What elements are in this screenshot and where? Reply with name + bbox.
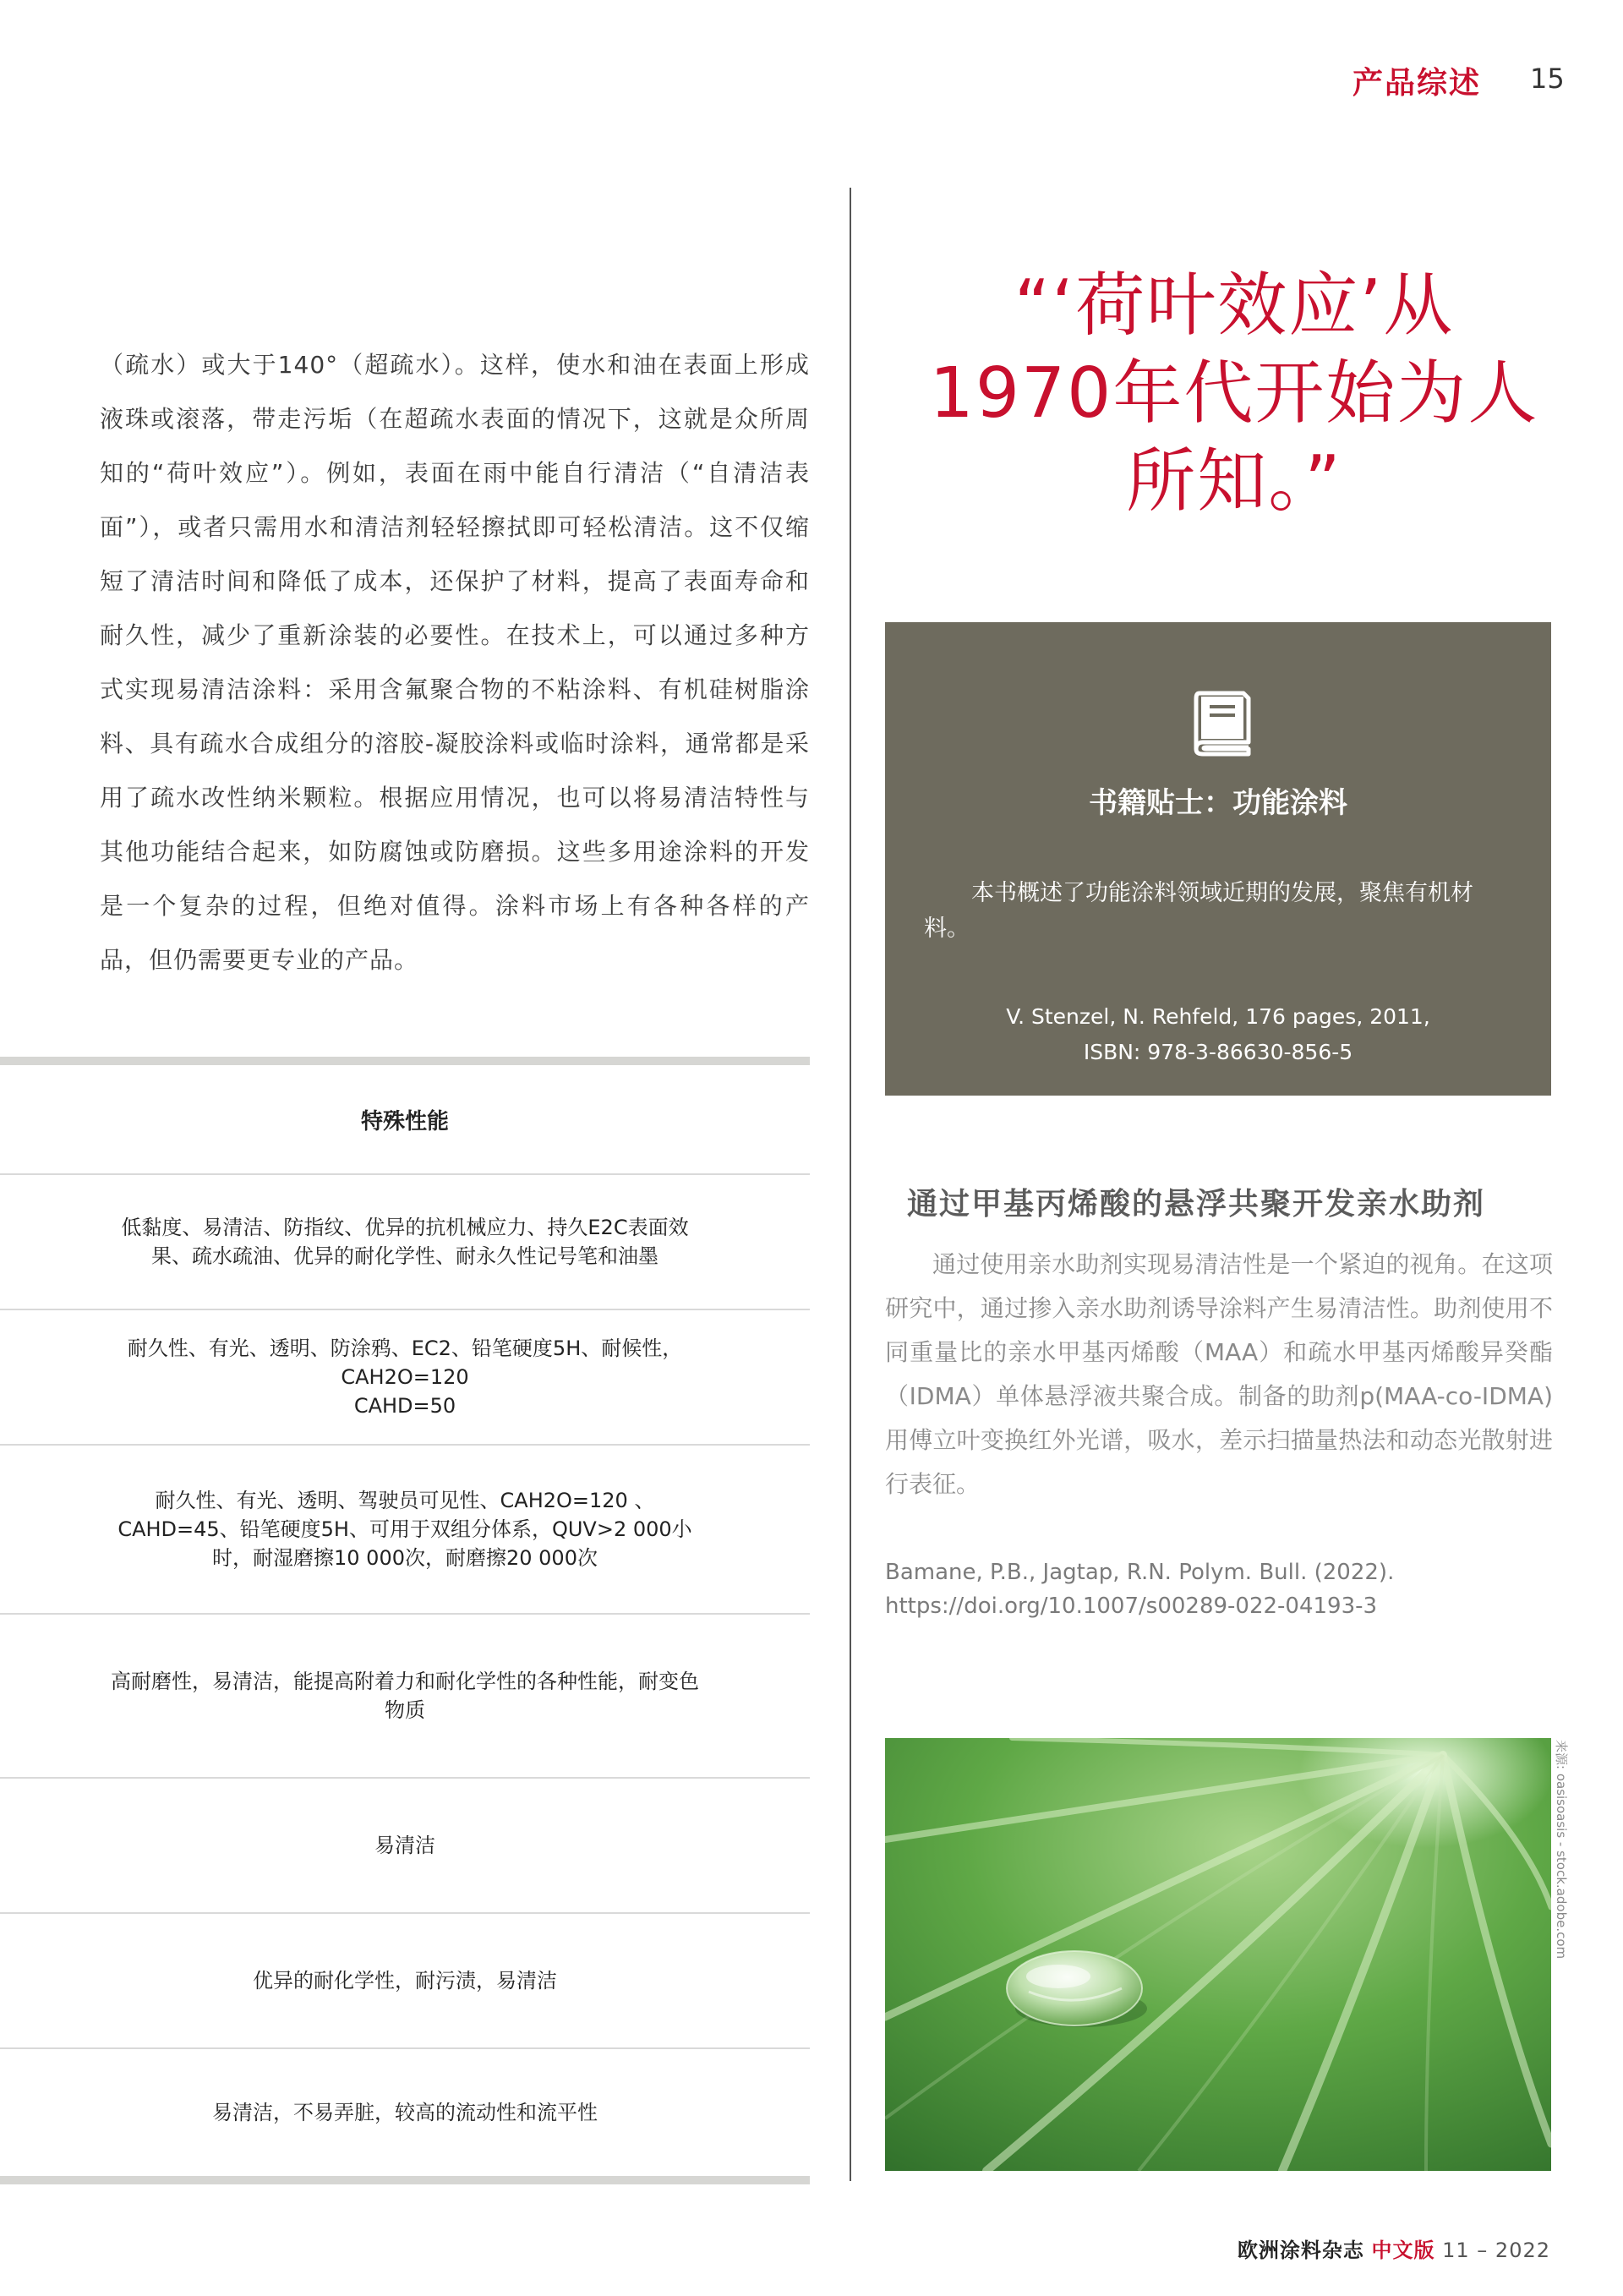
publication-name: 欧洲涂料杂志 — [1237, 2239, 1364, 2262]
footer — [1238, 2233, 1550, 2263]
article-title: 通过甲基丙烯酸的悬浮共聚开发亲水助剂 — [907, 1187, 1486, 1222]
book-reference-line: ISBN: 978-3-86630-856-5 — [1083, 1040, 1353, 1064]
table-row: 高耐磨性，易清洁，能提高附着力和耐化学性的各种性能，耐变色物质 — [0, 1615, 810, 1779]
table-row: 耐久性、有光、透明、防涂鸦、EC2、铅笔硬度5H、耐候性，CAH2O=120 CAHD=50 — [0, 1310, 810, 1446]
article-reference — [885, 1555, 1553, 1623]
section-title: 产品综述 — [1352, 66, 1482, 101]
edition-label: 中文版 — [1371, 2239, 1435, 2262]
table-row: 优异的耐化学性，耐污渍，易清洁 — [0, 1914, 810, 2049]
pull-quote-line: 所知。” — [1126, 441, 1342, 522]
table-header: 特殊性能 — [0, 1065, 810, 1175]
table-row: 易清洁，不易弄脏，较高的流动性和流平性 — [212, 2101, 598, 2124]
photo-credit — [1554, 1740, 1579, 1960]
pull-quote-line: “‘荷叶效应’从 — [1014, 265, 1455, 346]
book-tip-title: 书籍贴士：功能涂料 — [1089, 786, 1347, 820]
issue-number: 11 – 2022 — [1442, 2239, 1550, 2262]
column-divider — [850, 188, 851, 2181]
page-number: 15 — [1530, 63, 1565, 95]
table-row: 易清洁 — [0, 1779, 810, 1914]
article-body: 通过使用亲水助剂实现易清洁性是一个紧迫的视角。在这项研究中，通过掺入亲水助剂诱导涂料产生易清洁性。助剂使用不同重量比的亲水甲基丙烯酸（MAA）和疏水甲基丙烯酸异癸酯（IDMA）单体悬浮液共聚合成。制备的助剂p(MAA-co-IDMA)用傅立叶变换红外光谱，吸水，差示扫描量热法和动态光散射进行表征。 — [885, 1250, 1553, 1498]
book-reference-line: V. Stenzel, N. Rehfeld, 176 pages, 2011, — [1006, 1004, 1430, 1029]
lotus-leaf-photo — [885, 1738, 1551, 2171]
book-tip-box — [885, 622, 1551, 1096]
table-row: 低黏度、易清洁、防指纹、优异的抗机械应力、持久E2C表面效果、疏水疏油、优异的耐化学性、耐永久性记号笔和油墨 — [0, 1175, 810, 1310]
table-top-rule — [0, 1057, 810, 1065]
photo-credit-text: 来源: oasisoasis - stock.adobe.com — [1554, 1740, 1569, 1960]
book-icon — [1181, 681, 1262, 763]
book-tip-description: 本书概述了功能涂料领域近期的发展，聚焦有机材料。 — [924, 880, 1473, 942]
article-doi-link[interactable]: https://doi.org/10.1007/s00289-022-04193-3 — [885, 1594, 1378, 1619]
properties-table — [0, 1057, 810, 2184]
pull-quote-line: 1970年代开始为人 — [929, 353, 1539, 434]
table-row: 耐久性、有光、透明、驾驶员可见性、CAH2O=120 、CAHD=45、铅笔硬度5H、可用于双组分体系，QUV>2 000小时，耐湿磨擦10 000次，耐磨擦20 000次 — [0, 1446, 810, 1615]
table-bottom-rule — [0, 2176, 810, 2184]
body-paragraph: （疏水）或大于140°（超疏水）。这样，使水和油在表面上形成液珠或滚落，带走污垢（在超疏水表面的情况下，这就是众所周知的“荷叶效应”）。例如，表面在雨中能自行清洁（“自清洁表面”），或者只需用水和清洁剂轻轻擦拭即可轻松清洁。这不仅缩短了清洁时间和降低了成本，还保护了材料，提高了表面寿命和耐久性，减少了重新涂装的必要性。在技术上，可以通过多种方式实现易清洁涂料：采用含氟聚合物的不粘涂料、有机硅树脂涂料、具有疏水合成组分的溶胶-凝胶涂料或临时涂料，通常都是采用了疏水改性纳米颗粒。根据应用情况，也可以将易清洁特性与其他功能结合起来，如防腐蚀或防磨损。这些多用途涂料的开发是一个复杂的过程，但绝对值得。涂料市场上有各种各样的产品，但仍需要更专业的产品。 — [100, 351, 810, 974]
pull-quote — [879, 262, 1589, 526]
book-tip-reference — [885, 999, 1551, 1070]
article-citation: Bamane, P.B., Jagtap, R.N. Polym. Bull. (2022). — [885, 1560, 1395, 1585]
